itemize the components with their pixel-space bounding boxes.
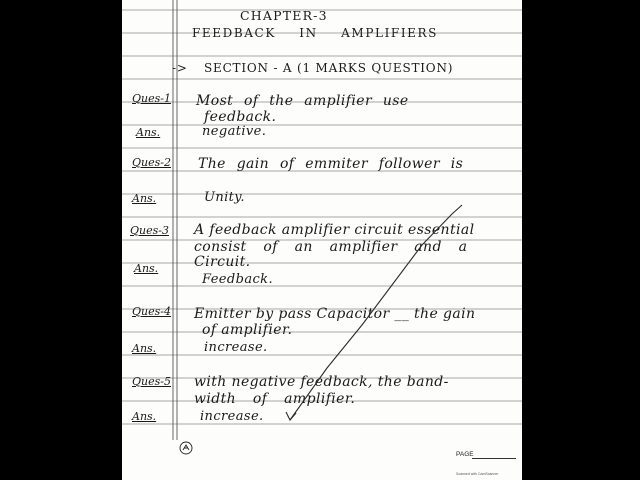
answer-text: increase. [204, 340, 268, 355]
answer-label: Ans. [132, 342, 157, 355]
section-title: SECTION - A (1 MARKS QUESTION) [204, 61, 454, 75]
question-line: Most of the amplifier use [196, 93, 409, 109]
question-label: Ques-3 [130, 224, 169, 237]
question-line: consist of an amplifier and a [194, 239, 468, 255]
question-line: The gain of emmiter follower is [198, 156, 464, 172]
question-line: A feedback amplifier circuit essential [194, 222, 475, 238]
answer-label: Ans. [134, 262, 159, 275]
answer-text: Unity. [204, 190, 245, 205]
pen-stroke [122, 0, 522, 480]
chapter-heading: FEEDBACK IN AMPLIFIERS [192, 26, 438, 40]
notebook-logo-icon [179, 441, 193, 455]
question-label: Ques-4 [132, 305, 171, 318]
answer-label: Ans. [132, 410, 157, 423]
question-line: of amplifier. [202, 322, 293, 338]
answer-text: negative. [202, 124, 267, 139]
answer-text: Feedback. [202, 272, 273, 287]
section-arrow: -> [172, 61, 188, 75]
page-number-label: PAGE [456, 451, 474, 458]
scanner-watermark: Scanned with CamScanner [456, 472, 499, 476]
question-label: Ques-1 [132, 92, 171, 105]
notebook-page [122, 0, 522, 480]
question-line: width of amplifier. [194, 391, 356, 407]
answer-label: Ans. [132, 192, 157, 205]
question-label: Ques-5 [132, 375, 171, 388]
answer-label: Ans. [136, 126, 161, 139]
question-line: feedback. [204, 109, 277, 125]
question-label: Ques-2 [132, 156, 171, 169]
question-line: with negative feedback, the band- [194, 374, 449, 390]
question-line: Emitter by pass Capacitor __ the gain [194, 306, 476, 322]
answer-text: increase. [200, 409, 264, 424]
question-line: Circuit. [194, 254, 251, 270]
chapter-title: CHAPTER-3 [240, 8, 328, 23]
page-number-line [472, 458, 516, 459]
